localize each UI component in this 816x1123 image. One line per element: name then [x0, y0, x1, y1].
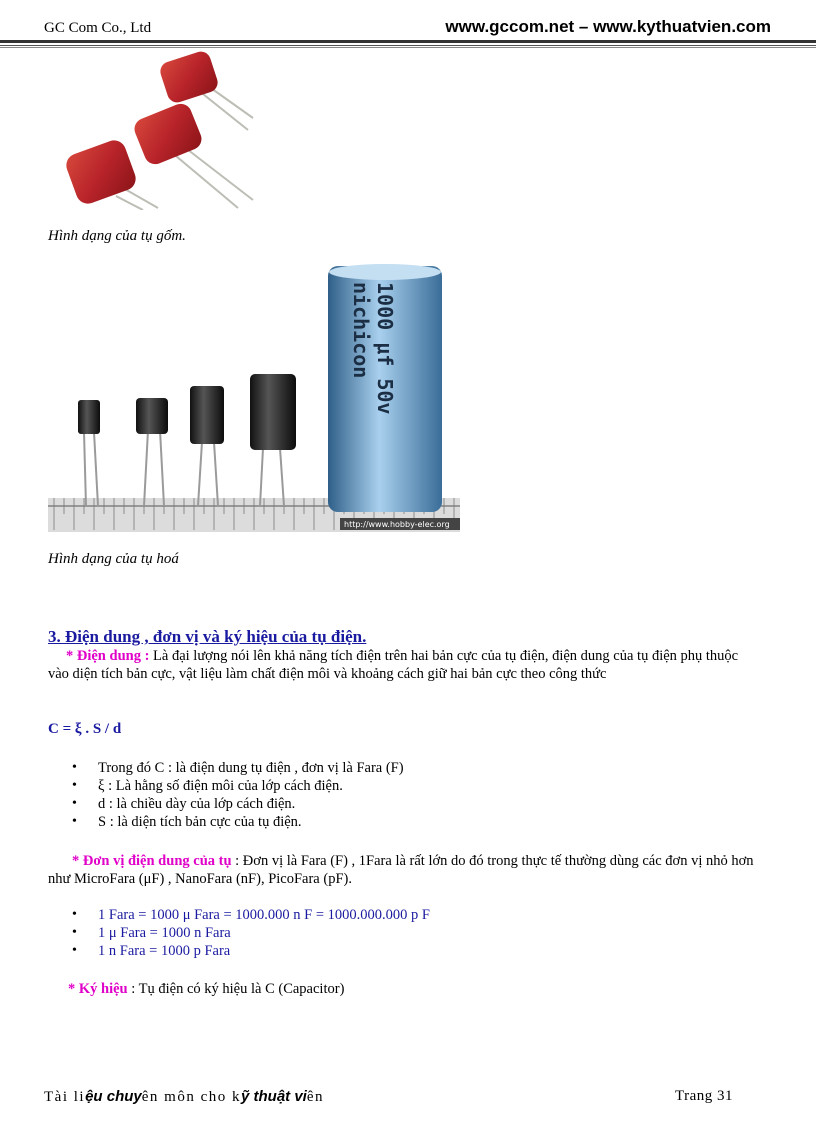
ceramic-caption: Hình dạng của tụ gốm. [48, 228, 186, 244]
header-rule-thin [0, 45, 816, 46]
footer-text-5: ên [306, 1089, 325, 1105]
list-item: • 1 n Fara = 1000 p Fara [98, 942, 430, 960]
symbol-label: * Ký hiệu [68, 981, 128, 997]
company-name: GC Com Co., Ltd [44, 20, 152, 36]
capacitor-small-1 [78, 400, 100, 434]
footer-text-3: ên môn cho k [141, 1089, 241, 1105]
capacitor-medium [190, 386, 224, 444]
page-number: Trang 31 [675, 1088, 734, 1104]
footer-text-2: ệu chuy [85, 1088, 142, 1105]
list-item: • 1 μ Fara = 1000 n Fara [98, 924, 430, 942]
cap-text-b: 1000 μf 50v [373, 282, 397, 415]
list-item: • S : là diện tích bản cực của tụ điện. [98, 813, 404, 831]
capacitance-text: Là đại lượng nói lên khả năng tích điện trên hai bản cực của tụ điện, điện dung của tụ điện phụ thuộc vào diện tích bản cực, vật liệu làm chất điện môi và khoảng cách giữ hai bản cực theo công thức [48, 648, 739, 682]
footer-text-1: Tài li [44, 1089, 86, 1105]
capacitance-formula: C = ξ . S / d [48, 721, 122, 737]
units-paragraph [48, 852, 760, 888]
capacitor-blue-large [328, 264, 442, 512]
electrolytic-capacitor-photo [48, 262, 460, 534]
footer-title [44, 1088, 324, 1106]
capacitor-small-2 [136, 398, 168, 434]
capacitance-label: * Điện dung : [66, 648, 150, 664]
symbol-paragraph [48, 980, 760, 998]
list-item: • d : là chiều dày của lớp cách điện. [98, 795, 404, 813]
list-item: • Trong đó C : là điện dung tụ điện , đơn vị là Fara (F) [98, 759, 404, 777]
list-item: • 1 Fara = 1000 μ Fara = 1000.000 n F = 1000.000.000 p F [98, 906, 430, 924]
formula-terms-list [48, 759, 404, 831]
symbol-text: : Tụ điện có ký hiệu là C (Capacitor) [127, 981, 345, 997]
footer-text-4: ỹ thuật vi [241, 1088, 307, 1105]
units-text: : Đơn vị là Fara (F) , 1Fara là rất lớn do đó trong thực tế thường dùng các đơn vị nhỏ hơn như MicroFara (μF) , NanoFara (nF), PicoFara (pF). [48, 853, 754, 887]
capacitor-large [250, 374, 296, 450]
film-capacitor-photo [48, 48, 258, 210]
list-item: • ξ : Là hằng số điện môi của lớp cách điện. [98, 777, 404, 795]
cap-text-a: nichicon [349, 282, 373, 379]
website-links[interactable]: www.gccom.net – www.kythuatvien.com [445, 17, 771, 36]
section-title: 3. Điện dung , đơn vị và ký hiệu của tụ điện. [48, 627, 367, 646]
units-label: * Đơn vị điện dung của tụ [72, 853, 232, 869]
electrolytic-caption: Hình dạng của tụ hoá [48, 551, 179, 567]
capacitance-paragraph [48, 647, 760, 683]
unit-conversion-list [48, 906, 430, 960]
image-watermark: http://www.hobby-elec.org [344, 520, 450, 529]
header-rule [0, 40, 816, 43]
